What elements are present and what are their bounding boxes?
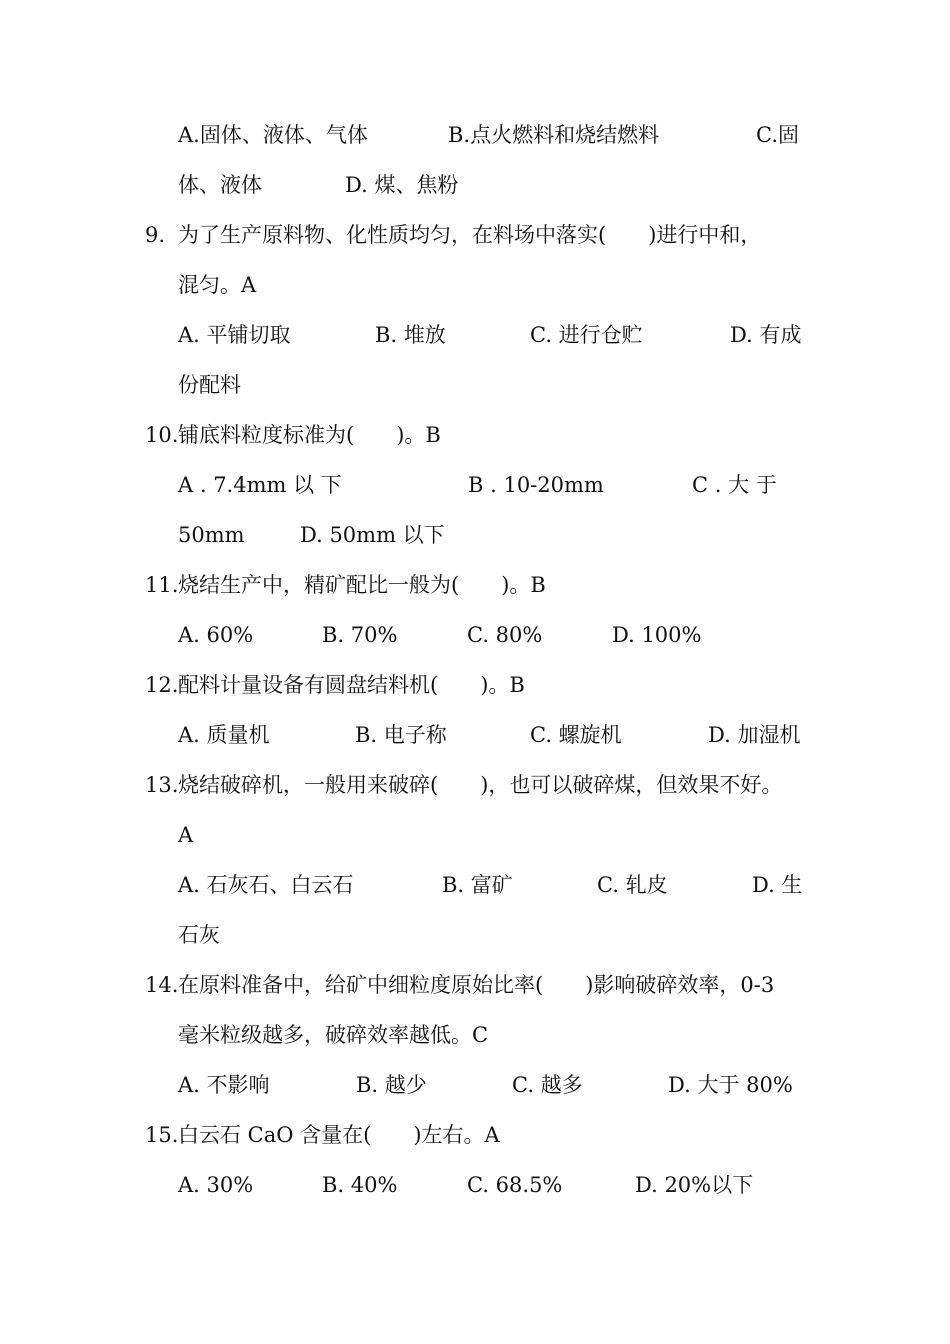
question-text-continued [0,1018,950,1052]
option-c: C. 轧皮 [597,873,668,897]
option-c: C.固 [756,123,799,147]
question-number: 13. [145,773,179,797]
option-a: A. 30% [178,1173,254,1197]
option-b: B. 70% [322,623,398,647]
option-d: D. 加湿机 [708,723,801,747]
question-number: 15. [145,1123,179,1147]
question-text-continued [0,268,950,302]
option-c: C. 螺旋机 [530,723,622,747]
question-number: 9. [145,223,166,247]
option-b: B. 堆放 [375,323,446,347]
option-a: A. 平铺切取 [178,323,291,347]
question-10 [0,418,950,452]
option-a: A. 石灰石、白云石 [178,873,354,897]
question-13 [0,768,950,802]
question-text: 白云石 CaO 含量在( )左右。A [178,1123,500,1147]
option-d-continued: 石灰 [178,923,220,947]
option-d: D. 煤、焦粉 [345,173,459,197]
option-line [0,718,950,752]
question-text: 烧结生产中，精矿配比一般为( )。B [178,573,546,597]
option-c: C. 80% [467,623,543,647]
option-b: B. 电子称 [355,723,447,747]
option-line [0,318,950,352]
option-a: A. 不影响 [178,1073,270,1097]
option-a: A.固体、液体、气体 [178,123,368,147]
option-line [0,1068,950,1102]
option-b: B. 越少 [356,1073,427,1097]
option-b: B. 富矿 [442,873,513,897]
option-c: C. 越多 [512,1073,583,1097]
option-line [0,868,950,902]
question-text: 配料计量设备有圆盘结料机( )。B [178,673,525,697]
question-14 [0,968,950,1002]
option-c-continued: 体、液体 [178,173,262,197]
option-line-continued [0,168,950,202]
option-a: A . 7.4mm 以 下 [178,473,342,497]
option-d: D. 生 [752,873,803,897]
option-b: B . 10-20mm [468,473,604,497]
option-d: D. 20%以下 [635,1173,754,1197]
option-a: A. 60% [178,623,254,647]
question-number: 10. [145,423,179,447]
option-d-continued: 份配料 [178,373,241,397]
option-a: A. 质量机 [178,723,270,747]
option-d: D. 50mm 以下 [300,523,445,547]
option-d: D. 大于 80% [668,1073,793,1097]
option-b: B. 40% [322,1173,398,1197]
option-line [0,118,950,152]
question-text: 铺底料粒度标准为( )。B [178,423,441,447]
question-9 [0,218,950,252]
option-c: C . 大 于 [692,473,777,497]
option-c: C. 68.5% [467,1173,563,1197]
question-text-answer: A [178,823,194,847]
question-number: 12. [145,673,179,697]
option-line [0,1168,950,1202]
option-c: C. 进行仓贮 [530,323,643,347]
question-text: 在原料准备中，给矿中细粒度原始比率( )影响破碎效率，0-3 [178,973,775,997]
option-line [0,618,950,652]
question-text: 烧结破碎机，一般用来破碎( )，也可以破碎煤，但效果不好。 [178,773,783,797]
option-d: D. 100% [612,623,702,647]
option-b: B.点火燃料和烧结燃料 [448,123,660,147]
option-line-continued [0,918,950,952]
option-d: D. 有成 [730,323,802,347]
question-text-answer: 毫米粒级越多，破碎效率越低。C [178,1023,489,1047]
question-15 [0,1118,950,1152]
option-c-continued: 50mm [178,523,245,547]
option-line [0,468,950,502]
question-11 [0,568,950,602]
question-text: 为了生产原料物、化性质均匀，在料场中落实( )进行中和， [178,223,762,247]
question-number: 14. [145,973,179,997]
option-line-continued [0,518,950,552]
question-number: 11. [145,573,179,597]
question-12 [0,668,950,702]
question-text-continued [0,818,950,852]
option-line-continued [0,368,950,402]
question-text-answer: 混匀。A [178,273,257,297]
